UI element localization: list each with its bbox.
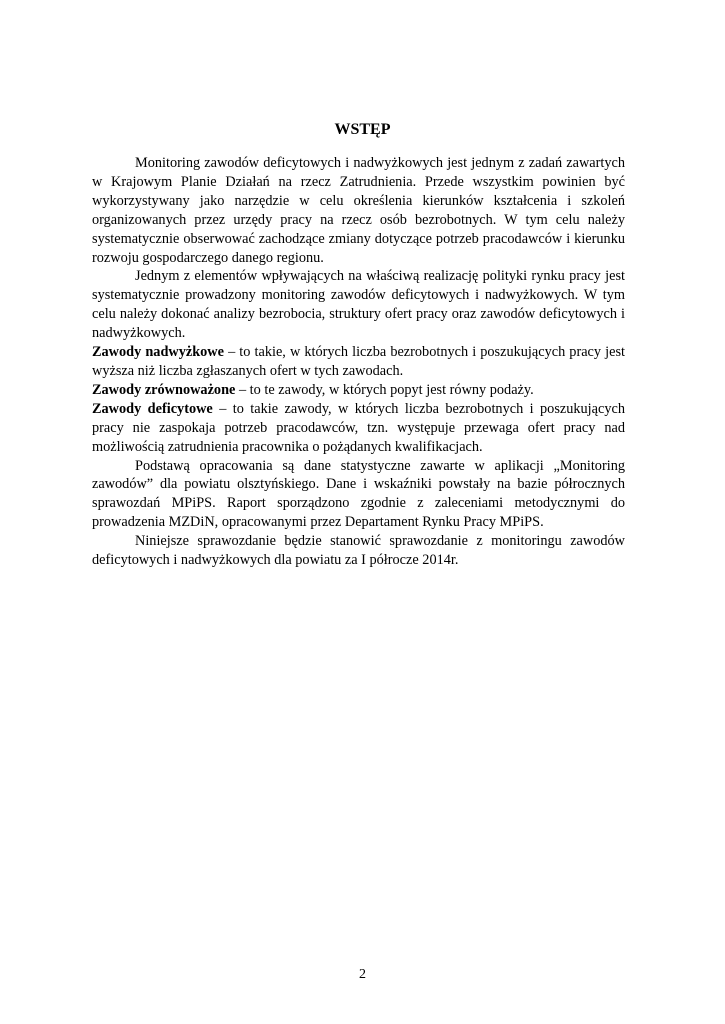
paragraph-elements: Jednym z elementów wpływających na właściwą realizację polityki rynku pracy jest systematycznie prowadzony monitoring zawodów deficytowych i nadwyżkowych. W tym celu należy dokonać analizy bezrobocia, struktury ofert pracy oraz zawodów deficytowych i nadwyżkowych.: [92, 268, 625, 342]
definition-surplus-term: Zawody nadwyżkowe: [92, 344, 224, 361]
definition-balanced-text: – to te zawody, w których popyt jest równy podaży.: [235, 381, 534, 398]
body-text: [92, 154, 625, 570]
paragraph-basis: Podstawą opracowania są dane statystyczne zawarte w aplikacji „Monitoring zawodów” dla powiatu olsztyńskiego. Dane i wskaźniki powstały na bazie półrocznych sprawozdań MPiPS. Raport sporządzono zgodnie z zaleceniami metodycznymi do prowadzenia MZDiN, opracowanymi przez Departament Rynku Pracy MPiPS.: [92, 457, 625, 531]
page-title: WSTĘP: [334, 121, 391, 138]
page-number: 2: [359, 967, 366, 982]
definition-balanced: [92, 381, 625, 400]
paragraph-report-scope: Niniejsze sprawozdanie będzie stanowić sprawozdanie z monitoringu zawodów deficytowych i nadwyżkowych dla powiatu za I półrocze 2014r.: [92, 533, 625, 569]
definition-surplus-text: – to takie, w których liczba bezrobotnych i poszukujących pracy jest wyższa niż liczba zgłaszanych ofert w tych zawodach.: [92, 344, 625, 379]
definition-surplus: [92, 343, 625, 381]
paragraph-intro: Monitoring zawodów deficytowych i nadwyżkowych jest jednym z zadań zawartych w Krajowym Planie Działań na rzecz Zatrudnienia. Przede wszystkim powinien być wykorzystywany jako narzędzie w celu określenia kierunków kształcenia i szkoleń organizowanych przez urzędy pracy na rzecz osób bezrobotnych. W tym celu należy systematycznie obserwować zachodzące zmiany dotyczące potrzeb pracodawców i kierunku rozwoju gospodarczego danego regionu.: [92, 155, 625, 266]
definition-balanced-term: Zawody zrównoważone: [92, 381, 236, 398]
definition-deficit-term: Zawody deficytowe: [92, 400, 213, 417]
definition-deficit: [92, 400, 625, 457]
definition-deficit-text: – to takie zawody, w których liczba bezrobotnych i poszukujących pracy nie zaspokaja potrzeb pracodawców, tzn. występuje przewaga ofert pracy nad możliwością zatrudnienia pracownika o pożądanych kwalifikacjach.: [92, 400, 625, 455]
